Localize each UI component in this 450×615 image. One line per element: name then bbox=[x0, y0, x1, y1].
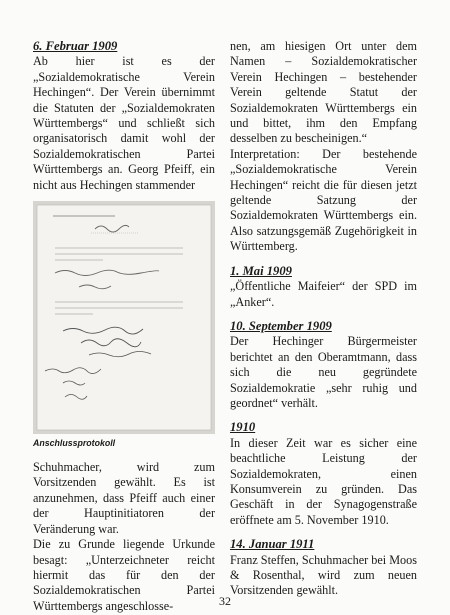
left-column bbox=[33, 39, 215, 614]
page-number: 32 bbox=[219, 594, 231, 608]
heading-1910: 1910 bbox=[230, 420, 256, 435]
paragraph: Die zu Grunde liegende Urkunde besagt: „Unterzeichneter reicht hiermit das für den der Sozialdemokratischen Partei Württembergs angeschlosse- bbox=[33, 537, 215, 613]
heading-jan-1911: 14. Januar 1911 bbox=[230, 537, 315, 552]
paragraph: Ab hier ist es der „Sozialdemokratische Verein Hechingen“. Der Verein übernimmt die Statuten der „Sozialdemokraten Württembergs“ und schließt sich organisatorisch damit wohl der Sozialdemokratischen Partei Württembergs an. Georg Pfeiff, ein nicht aus Hechingen stammender bbox=[33, 54, 215, 192]
heading-may-1909: 1. Mai 1909 bbox=[230, 263, 292, 278]
figure-caption: Anschlussprotokoll bbox=[33, 438, 116, 449]
right-column bbox=[230, 39, 417, 599]
document-image-anschlussprotokoll bbox=[33, 201, 215, 434]
scanned-document-illustration bbox=[33, 201, 215, 434]
paragraph: Franz Steffen, Schuhmacher bei Moos & Rosenthal, wird zum neuen Vorsitzenden gewählt. bbox=[230, 552, 417, 598]
paragraph: nen, am hiesigen Ort unter dem Namen – Sozialdemokratischer Verein Hechingen – bestehender Verein geltende Statut der Sozialdemokraten Württembergs ein und bittet, ihm den Empfang desselben zu bescheinigen.“ bbox=[230, 39, 417, 146]
paragraph: Interpretation: Der bestehende „Sozialdemokratische Verein Hechingen“ reicht die für diesen jetzt geltende Satzung der Sozialdemokraten Württembergs ein. Also satzungsgemäß Zugehörigkeit in Württemberg. bbox=[230, 146, 417, 254]
heading-sep-1909: 10. September 1909 bbox=[230, 318, 332, 333]
heading-feb-1909: 6. Februar 1909 bbox=[33, 39, 118, 53]
paragraph: Der Hechinger Bürgermeister berichtet an den Oberamtmann, dass sich die neu gegründete Sozialdemokratie „sehr ruhig und geordnet“ verhält. bbox=[230, 334, 417, 410]
paragraph: In dieser Zeit war es sicher eine beachtliche Leistung der Sozialdemokraten, einen Konsumverein zu gründen. Das Geschäft in der Synagogenstraße eröffnete am 5. November 1910. bbox=[230, 435, 417, 527]
paragraph: „Öffentliche Maifeier“ der SPD im „Anker“. bbox=[230, 279, 417, 309]
paragraph: Schuhmacher, wird zum Vorsitzenden gewählt. Es ist anzunehmen, dass Pfeiff auch einer der Hauptinitiatoren der Veränderung war. bbox=[33, 460, 215, 536]
